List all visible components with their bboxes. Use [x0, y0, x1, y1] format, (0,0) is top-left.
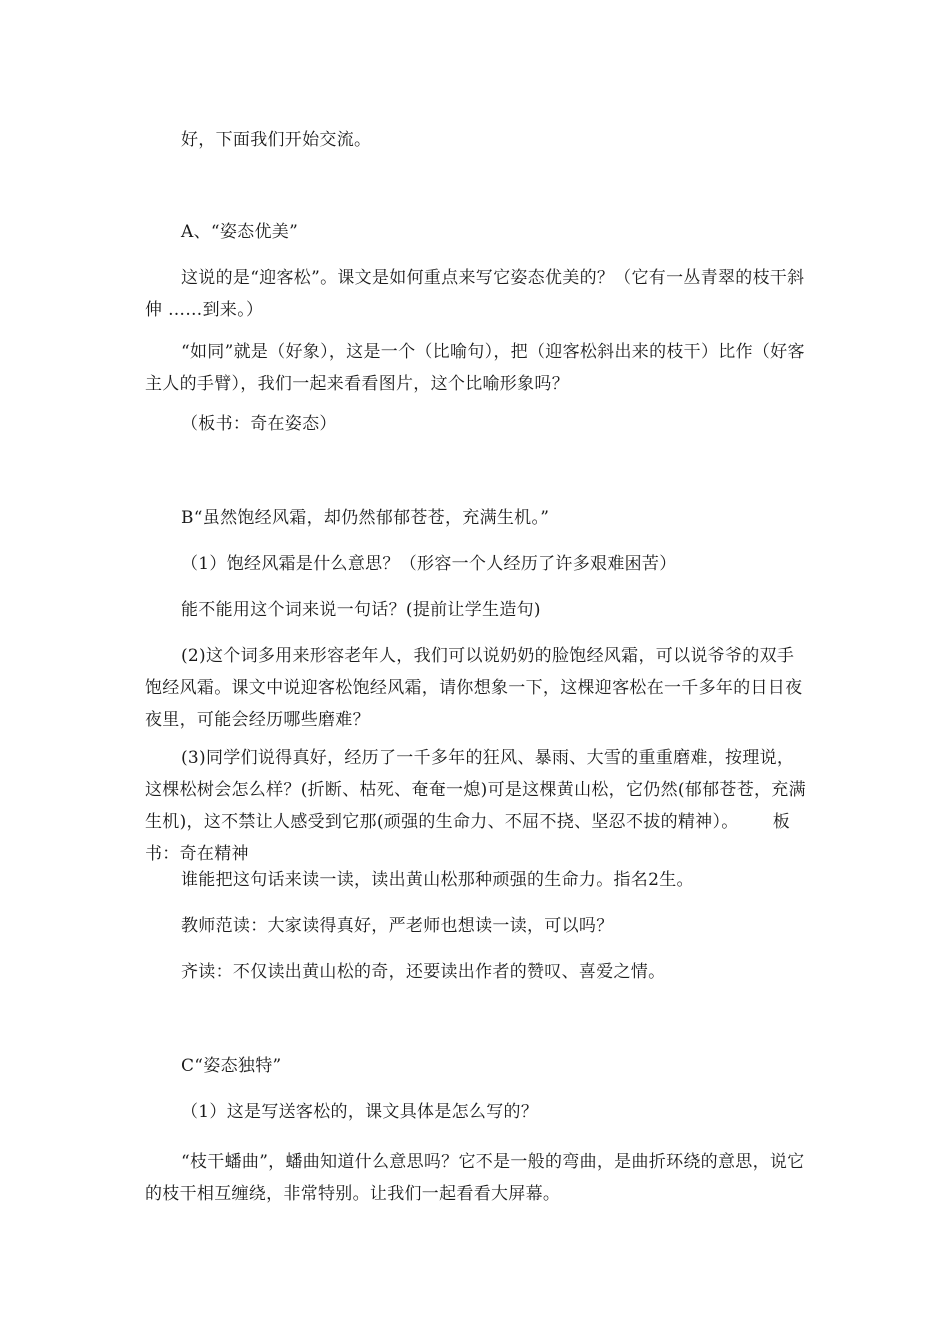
- heading-a: A、“姿态优美”: [181, 222, 299, 242]
- paragraph-b-4: (3)同学们说得真好，经历了一千多年的狂风、暴雨、大雪的重重磨难，按理说，这棵松树会怎么样？(折断、枯死、奄奄一熄)可是这棵黄山松，它仍然(郁郁苍苍，充满生机)，这不禁让人感受到它那(顽强的生命力、不屈不挠、坚忍不拔的精神）。 板书：奇在精神: [145, 748, 806, 864]
- heading-c: C“姿态独特”: [181, 1056, 282, 1076]
- paragraph-a-1: 这说的是“迎客松”。课文是如何重点来写它姿态优美的？（它有一丛青翠的枝干斜伸 ……到来。）: [145, 268, 805, 320]
- paragraph-b-1: （1）饱经风霜是什么意思？（形容一个人经历了许多艰难困苦）: [181, 554, 677, 574]
- paragraph-c-1: （1）这是写送客松的，课文具体是怎么写的？: [181, 1102, 539, 1122]
- paragraph-b-7: 齐读：不仅读出黄山松的奇，还要读出作者的赞叹、喜爱之情。: [181, 962, 666, 982]
- paragraph-b-2: 能不能用这个词来说一句话？(提前让学生造句): [181, 600, 541, 620]
- paragraph-c-2: “枝干蟠曲”，蟠曲知道什么意思吗？它不是一般的弯曲，是曲折环绕的意思，说它的枝干相互缠绕，非常特别。让我们一起看看大屏幕。: [145, 1152, 805, 1204]
- paragraph-b-6: 教师范读：大家读得真好，严老师也想读一读，可以吗？: [181, 916, 614, 936]
- paragraph-a-2: “如同”就是（好象），这是一个（比喻句），把（迎客松斜出来的枝干）比作（好客主人的手臂），我们一起来看看图片，这个比喻形象吗？: [145, 342, 805, 394]
- paragraph-b-3: (2)这个词多用来形容老年人，我们可以说奶奶的脸饱经风霜，可以说爷爷的双手饱经风霜。课文中说迎客松饱经风霜，请你想象一下，这棵迎客松在一千多年的日日夜夜里，可能会经历哪些磨难？: [145, 646, 803, 730]
- paragraph-a-board: （板书：奇在姿态）: [181, 414, 337, 434]
- paragraph-b-5: 谁能把这句话来读一读，读出黄山松那种顽强的生命力。指名2生。: [181, 870, 694, 890]
- heading-b: B“虽然饱经风霜，却仍然郁郁苍苍，充满生机。”: [181, 508, 550, 528]
- paragraph-intro: 好，下面我们开始交流。: [181, 130, 372, 150]
